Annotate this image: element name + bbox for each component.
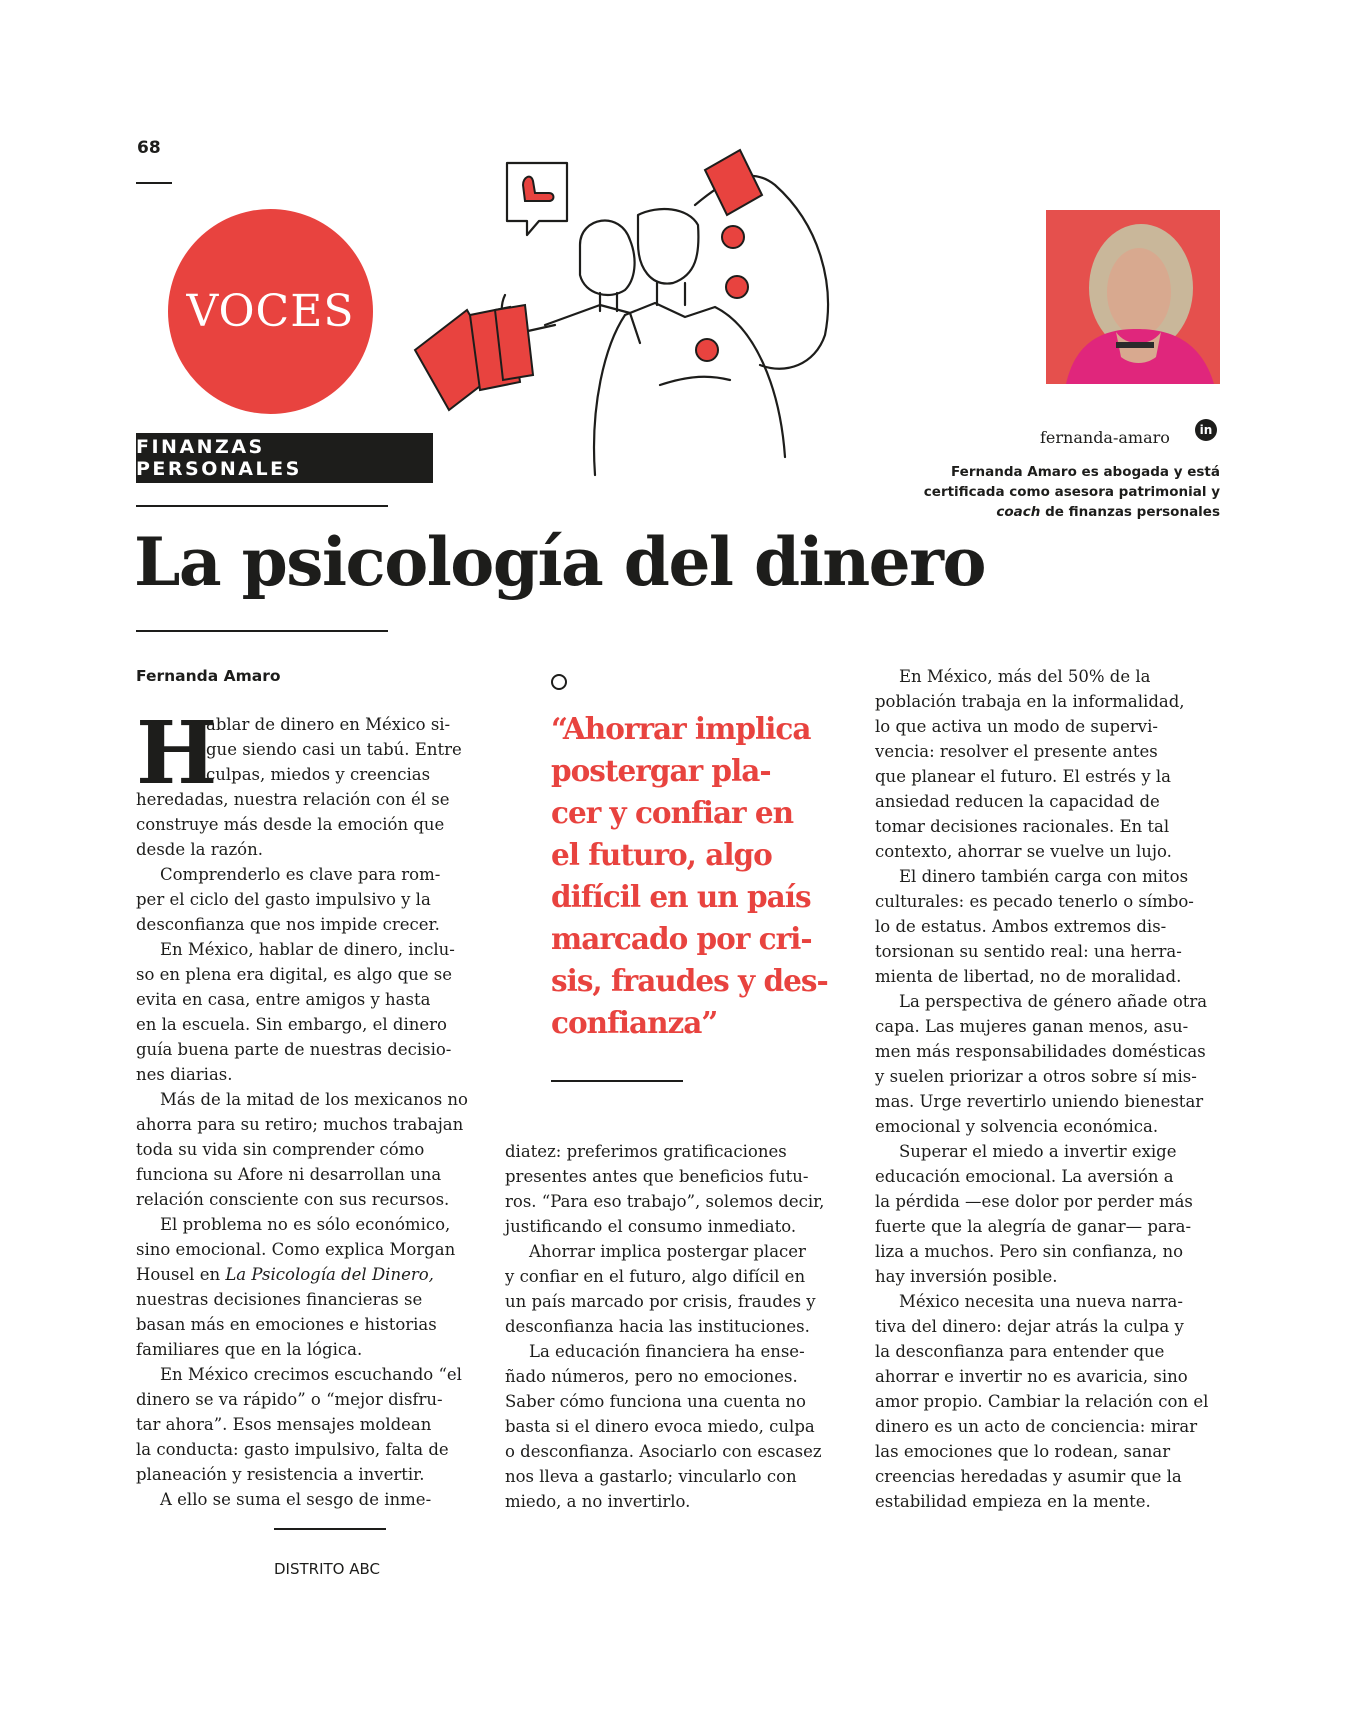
text-line: lo de estatus. Ambos extremos dis- [875, 917, 1167, 936]
text-line: desde la razón. [136, 840, 263, 859]
bio-line: certificada como asesora patrimonial y [923, 484, 1220, 500]
text-line: En México, más del 50% de la [899, 667, 1151, 686]
bio-line: Fernanda Amaro es abogada y está [951, 464, 1220, 480]
text-line: evita en casa, entre amigos y hasta [136, 990, 431, 1009]
text-line: emocional y solvencia económica. [875, 1117, 1159, 1136]
text-line: En México, hablar de dinero, inclu- [160, 940, 455, 959]
text-line: población trabaja en la informalidad, [875, 692, 1185, 711]
text-line: o desconfianza. Asociarlo con escasez [505, 1442, 822, 1461]
quote-line: sis, fraudes y des- [551, 963, 828, 998]
text-line: hay inversión posible. [875, 1267, 1058, 1286]
text-line: nes diarias. [136, 1065, 233, 1084]
text-line: las emociones que lo rodean, sanar [875, 1442, 1171, 1461]
text-line: heredadas, nuestra relación con él se [136, 790, 450, 809]
text-line: justificando el consumo inmediato. [505, 1217, 797, 1236]
text-line: mas. Urge revertirlo uniendo bienestar [875, 1092, 1204, 1111]
text-line: ablar de dinero en México si- [206, 715, 451, 734]
shopping-illustration [395, 145, 975, 485]
text-line: familiares que en la lógica. [136, 1340, 363, 1359]
headline: La psicología del dinero [134, 523, 985, 601]
text-line: un país marcado por crisis, fraudes y [505, 1292, 816, 1311]
text-line: la pérdida —ese dolor por perder más [875, 1192, 1193, 1211]
text-line: ñado números, pero no emociones. [505, 1367, 798, 1386]
text-line: funciona su Afore ni desarrollan una [136, 1165, 442, 1184]
quote-line: el futuro, algo [551, 837, 772, 872]
text-line: planeación y resistencia a invertir. [136, 1465, 425, 1484]
text-line: México necesita una nueva narra- [899, 1292, 1183, 1311]
text-line: El dinero también carga con mitos [899, 867, 1189, 886]
text-line: miedo, a no invertirlo. [505, 1492, 691, 1511]
text-line: tomar decisiones racionales. En tal [875, 817, 1170, 836]
text-line: la conducta: gasto impulsivo, falta de [136, 1440, 449, 1459]
text-line: Más de la mitad de los mexicanos no [160, 1090, 468, 1109]
text-line: ahorra para su retiro; muchos trabajan [136, 1115, 464, 1134]
text-line: Saber cómo funciona una cuenta no [505, 1392, 806, 1411]
section-badge [168, 209, 373, 414]
article-column-1 [136, 703, 476, 1512]
text-line: A ello se suma el sesgo de inme- [160, 1490, 432, 1509]
quote-line: difícil en un país [551, 879, 811, 914]
text-line: toda su vida sin comprender cómo [136, 1140, 425, 1159]
text-line: y suelen priorizar a otros sobre sí mis- [875, 1067, 1197, 1086]
text-line: nos lleva a gastarlo; vincularlo con [505, 1467, 797, 1486]
text-line: En México crecimos escuchando “el [160, 1365, 462, 1384]
author-photo [1046, 210, 1220, 384]
text-line: ros. “Para eso trabajo”, solemos decir, [505, 1192, 825, 1211]
quote-line: “Ahorrar implica [551, 711, 811, 746]
text-line: El problema no es sólo económico, [160, 1215, 451, 1234]
text-line: so en plena era digital, es algo que se [136, 965, 453, 984]
text-line: dinero se va rápido” o “mejor disfru- [136, 1390, 443, 1409]
page-number-rule [136, 182, 172, 184]
page-number: 68 [137, 138, 161, 158]
article-column-2 [505, 1139, 850, 1514]
text-line: vencia: resolver el presente antes [875, 742, 1158, 761]
text-line: presentes antes que beneficios futu- [505, 1167, 809, 1186]
drop-cap: H [136, 703, 218, 804]
quote-line: marcado por cri- [551, 921, 812, 956]
text-line: La educación financiera ha ense- [529, 1342, 805, 1361]
text-line: lo que activa un modo de supervi- [875, 717, 1158, 736]
text-line: contexto, ahorrar se vuelve un lujo. [875, 842, 1172, 861]
text-line: tar ahora”. Esos mensajes moldean [136, 1415, 432, 1434]
pull-quote-rule [551, 1080, 683, 1082]
text-line: Superar el miedo a invertir exige [899, 1142, 1177, 1161]
quote-line: cer y confiar en [551, 795, 794, 830]
bio-line [900, 502, 1220, 522]
pull-quote [551, 708, 831, 1044]
text-line: estabilidad empieza en la mente. [875, 1492, 1151, 1511]
section-label: VOCES [186, 286, 355, 337]
text-line: en la escuela. Sin embargo, el dinero [136, 1015, 447, 1034]
text-line: culpas, miedos y creencias [206, 765, 431, 784]
text-line: liza a muchos. Pero sin confianza, no [875, 1242, 1184, 1261]
author-handle[interactable]: fernanda-amaro [1040, 428, 1170, 447]
text-line: que planear el futuro. El estrés y la [875, 767, 1172, 786]
section-tag: FINANZAS PERSONALES [136, 433, 433, 483]
publication-footer: DISTRITO ABC [274, 1560, 381, 1578]
text-line: relación consciente con sus recursos. [136, 1190, 450, 1209]
text-line: tiva del dinero: dejar atrás la culpa y [875, 1317, 1184, 1336]
text-line: construye más desde la emoción que [136, 815, 445, 834]
book-title: La Psicología del Dinero, [225, 1265, 434, 1284]
text-line: la desconfianza para entender que [875, 1342, 1165, 1361]
text-line: diatez: preferimos gratificaciones [505, 1142, 787, 1161]
quote-marker [551, 674, 567, 690]
text-line: La perspectiva de género añade otra [899, 992, 1208, 1011]
headline-rule-top [136, 505, 388, 507]
quote-line: confianza” [551, 1005, 718, 1040]
bio-emphasis: coach [996, 504, 1041, 520]
text-line: ahorrar e invertir no es avaricia, sino [875, 1367, 1188, 1386]
text-line [136, 1262, 476, 1287]
text-line: guía buena parte de nuestras decisio- [136, 1040, 452, 1059]
text-line: basan más en emociones e historias [136, 1315, 437, 1334]
text-line: Ahorrar implica postergar placer [529, 1242, 806, 1261]
text-line: per el ciclo del gasto impulsivo y la [136, 890, 431, 909]
text-line: fuerte que la alegría de ganar— para- [875, 1217, 1192, 1236]
text-line: amor propio. Cambiar la relación con el [875, 1392, 1209, 1411]
author-bio [900, 462, 1220, 522]
text-line: sino emocional. Como explica Morgan [136, 1240, 456, 1259]
footer-rule [274, 1528, 386, 1530]
text-line: educación emocional. La aversión a [875, 1167, 1174, 1186]
text-line: gue siendo casi un tabú. Entre [206, 740, 462, 759]
bio-text: de finanzas personales [1040, 504, 1220, 520]
article-column-3 [875, 664, 1220, 1514]
text-line: ansiedad reducen la capacidad de [875, 792, 1160, 811]
text-line: culturales: es pecado tenerlo o símbo- [875, 892, 1194, 911]
text-line: mienta de libertad, no de moralidad. [875, 967, 1182, 986]
text-line: desconfianza que nos impide crecer. [136, 915, 440, 934]
text-line: dinero es un acto de conciencia: mirar [875, 1417, 1198, 1436]
text-line: nuestras decisiones financieras se [136, 1290, 423, 1309]
text-line: capa. Las mujeres ganan menos, asu- [875, 1017, 1189, 1036]
linkedin-icon[interactable]: in [1195, 419, 1217, 441]
text-line: y confiar en el futuro, algo difícil en [505, 1267, 806, 1286]
text-line: creencias heredadas y asumir que la [875, 1467, 1182, 1486]
text-line: Comprenderlo es clave para rom- [160, 865, 441, 884]
text-span: Housel en [136, 1265, 226, 1284]
text-line: men más responsabilidades domésticas [875, 1042, 1206, 1061]
text-line: torsionan su sentido real: una herra- [875, 942, 1182, 961]
headline-rule-bottom [136, 630, 388, 632]
text-line: desconfianza hacia las instituciones. [505, 1317, 810, 1336]
text-line: basta si el dinero evoca miedo, culpa [505, 1417, 815, 1436]
quote-line: postergar pla- [551, 753, 771, 788]
byline: Fernanda Amaro [136, 667, 281, 685]
